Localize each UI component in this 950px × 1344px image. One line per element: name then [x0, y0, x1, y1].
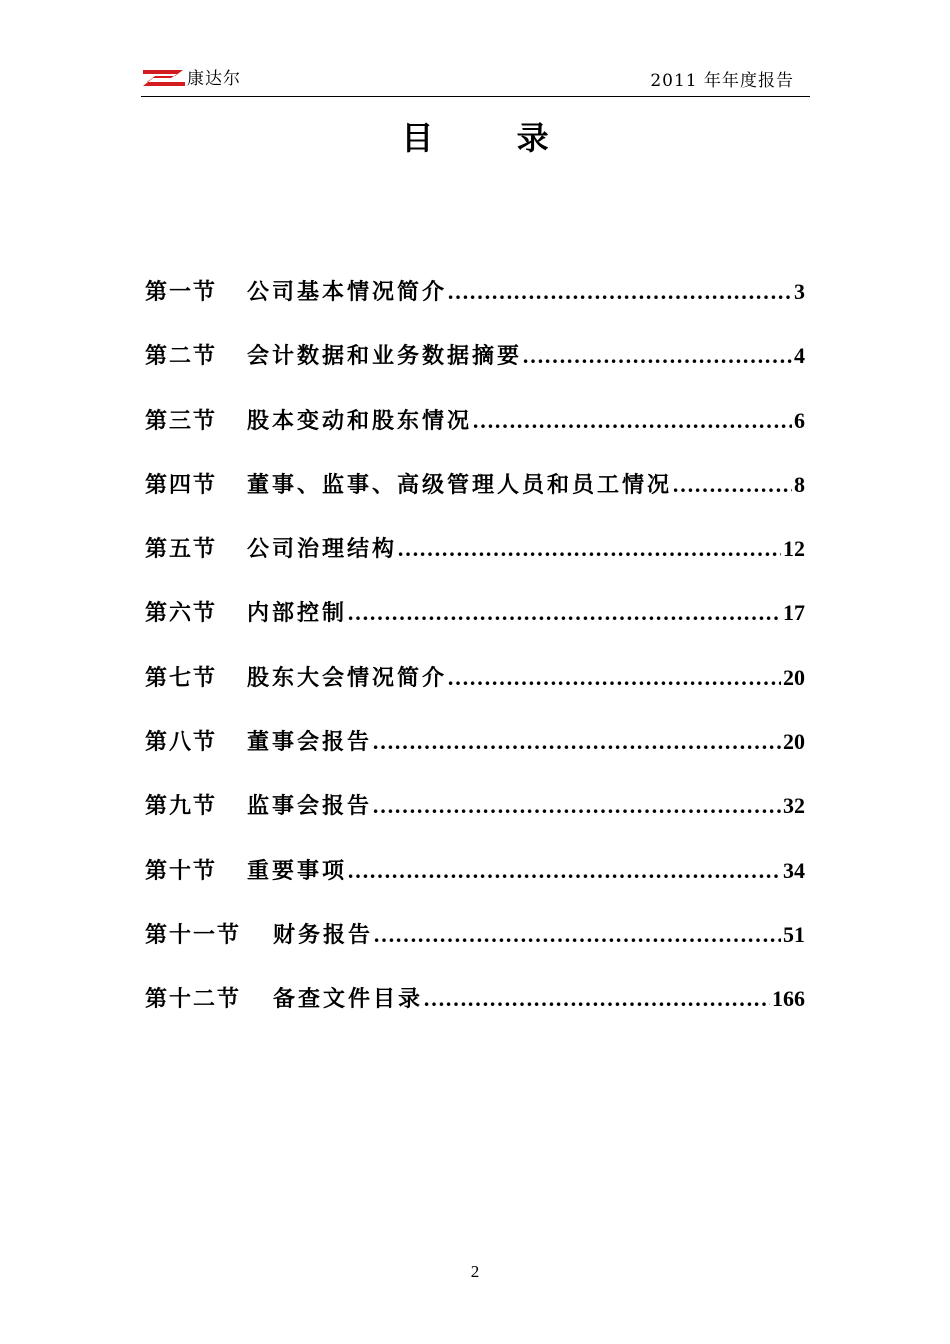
toc-section-title: 内部控制 [247, 600, 348, 627]
toc-dot-leader [472, 401, 792, 441]
toc-section-number: 第九节 [145, 793, 218, 820]
toc-entry[interactable] [145, 529, 805, 593]
toc-section-number: 第十节 [145, 857, 218, 884]
toc-page-number: 32 [783, 793, 805, 819]
toc-dot-leader [672, 465, 792, 505]
toc-page-number: 166 [772, 986, 805, 1012]
toc-entry[interactable] [145, 851, 805, 915]
page-number: 2 [470, 1262, 480, 1281]
company-logo-icon [141, 68, 187, 88]
toc-page-number: 8 [794, 471, 805, 497]
toc-page-number: 20 [783, 664, 805, 690]
toc-section-number: 第三节 [145, 407, 218, 434]
toc-section-title: 董事会报告 [247, 729, 373, 756]
toc-dot-leader [423, 979, 770, 1019]
toc-section-number: 第六节 [145, 600, 218, 627]
company-name: 康达尔 [187, 69, 241, 89]
toc-section-number: 第十二节 [145, 986, 242, 1013]
toc-page-number: 17 [783, 600, 805, 626]
toc-section-title: 重要事项 [247, 857, 348, 884]
toc-dot-leader [347, 593, 781, 633]
toc-entry[interactable] [145, 465, 805, 529]
toc-entry[interactable] [145, 786, 805, 850]
toc-section-number: 第十一节 [145, 921, 242, 948]
page-title: 目 录 [401, 119, 585, 157]
toc-entry[interactable] [145, 658, 805, 722]
toc-dot-leader [347, 851, 781, 891]
toc-dot-leader [373, 915, 781, 955]
toc-dot-leader [397, 529, 781, 569]
page-header [141, 64, 810, 97]
report-title: 2011 年年度报告 [650, 71, 794, 91]
toc-section-title: 股本变动和股东情况 [247, 407, 473, 434]
toc-entry[interactable] [145, 401, 805, 465]
toc-page-number: 3 [794, 279, 805, 304]
toc-page-number: 34 [783, 857, 805, 883]
toc-section-number: 第四节 [145, 471, 218, 498]
toc-section-title: 公司基本情况简介 [247, 279, 448, 305]
toc-entry[interactable] [145, 915, 805, 979]
toc-dot-leader [372, 722, 781, 762]
toc-page-number: 6 [794, 407, 805, 433]
toc-section-title: 股东大会情况简介 [247, 664, 448, 691]
toc-section-title: 备查文件目录 [273, 986, 424, 1013]
toc-section-title: 会计数据和业务数据摘要 [247, 343, 523, 370]
toc-entry[interactable] [145, 722, 805, 786]
toc-section-title: 董事、监事、高级管理人员和员工情况 [247, 471, 673, 498]
toc-entry[interactable] [145, 979, 805, 1043]
toc-dot-leader [372, 786, 781, 826]
toc-dot-leader [447, 658, 781, 698]
toc-section-title: 公司治理结构 [247, 536, 398, 563]
toc-page-number: 12 [783, 536, 805, 562]
toc-entry[interactable] [145, 272, 805, 336]
toc-entry[interactable] [145, 336, 805, 400]
toc-section-title: 财务报告 [273, 921, 374, 948]
toc-section-number: 第五节 [145, 536, 218, 563]
toc-page-number: 4 [794, 343, 805, 369]
toc-page-number: 51 [783, 921, 805, 947]
toc-dot-leader [447, 272, 792, 312]
toc-entry[interactable] [145, 593, 805, 657]
toc-section-number: 第一节 [145, 279, 218, 305]
toc-section-number: 第八节 [145, 729, 218, 756]
toc-dot-leader [522, 336, 792, 376]
toc-page-number: 20 [783, 729, 805, 755]
table-of-contents [145, 272, 805, 1044]
toc-section-title: 监事会报告 [247, 793, 373, 820]
toc-section-number: 第七节 [145, 664, 218, 691]
toc-section-number: 第二节 [145, 343, 218, 370]
